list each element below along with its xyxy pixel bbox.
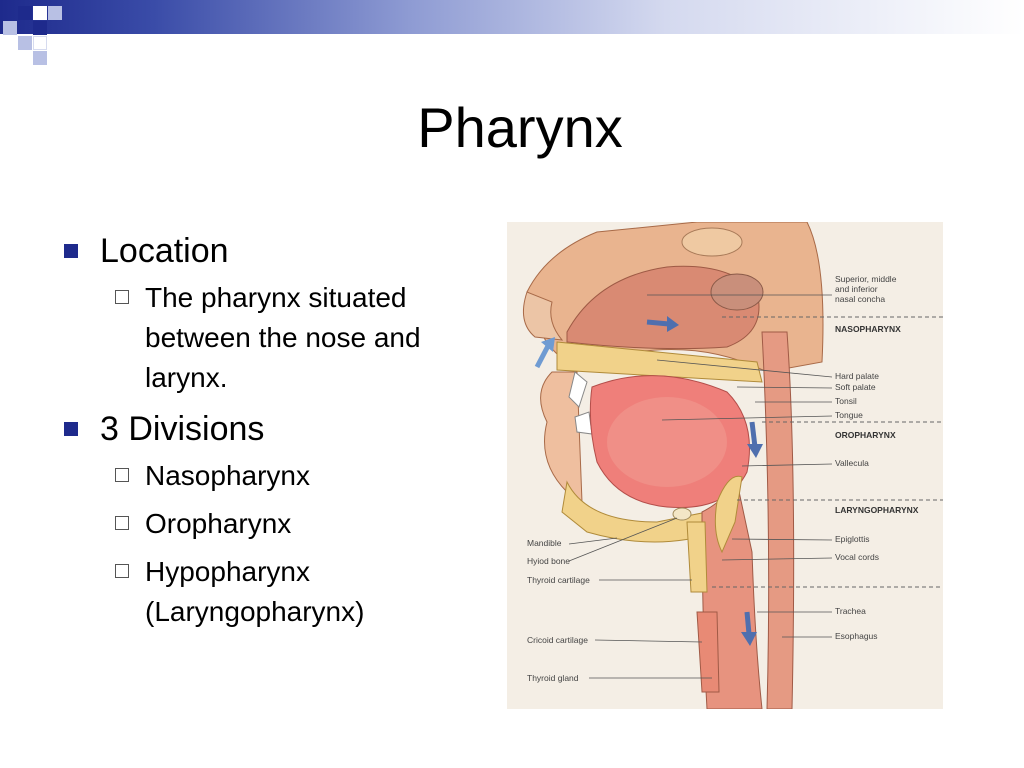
label-tonsil: Tonsil [835, 396, 857, 406]
square-bullet-icon [64, 244, 78, 258]
bullet-divisions [62, 408, 502, 450]
decoration-square [18, 36, 32, 50]
label-concha-line2: and inferior [835, 284, 878, 294]
hollow-square-bullet-icon [115, 468, 129, 482]
slide-title: Pharynx [417, 96, 623, 159]
bullet-text: Location [100, 232, 229, 270]
decoration-square [33, 51, 47, 65]
hollow-square-bullet-icon [115, 516, 129, 530]
square-bullet-icon [64, 422, 78, 436]
pharynx-anatomy-illustration [507, 222, 943, 709]
label-soft-palate: Soft palate [835, 382, 876, 392]
sub-bullet-nasopharynx [115, 456, 502, 496]
label-hyoid-bone: Hyiod bone [527, 556, 571, 566]
header-decoration-bar [0, 0, 1024, 34]
label-concha-line3: nasal concha [835, 294, 886, 304]
decoration-square [48, 6, 62, 20]
sub-bullet-oropharynx [115, 504, 502, 544]
label-oropharynx: OROPHARYNX [835, 430, 896, 440]
hollow-square-bullet-icon [115, 564, 129, 578]
label-concha-line1: Superior, middle [835, 274, 897, 284]
label-epiglottis: Epiglottis [835, 534, 870, 544]
decoration-square [18, 6, 32, 20]
bullet-list [62, 230, 502, 642]
sub-bullet-text: The pharynx situated between the nose and larynx. [145, 282, 421, 393]
sub-bullet-text: Hypopharynx (Laryngopharynx) [145, 556, 365, 627]
label-nasopharynx: NASOPHARYNX [835, 324, 901, 334]
label-cricoid-cartilage: Cricoid cartilage [527, 635, 588, 645]
label-hard-palate: Hard palate [835, 371, 879, 381]
decoration-square [33, 21, 47, 35]
decoration-square [33, 36, 47, 50]
hollow-square-bullet-icon [115, 290, 129, 304]
label-mandible: Mandible [527, 538, 562, 548]
label-thyroid-cartilage: Thyroid cartilage [527, 575, 590, 585]
anatomy-drawing [507, 222, 943, 709]
bullet-text: 3 Divisions [100, 410, 265, 448]
decoration-square [33, 6, 47, 20]
label-laryngopharynx: LARYNGOPHARYNX [835, 505, 919, 515]
label-esophagus: Esophagus [835, 631, 878, 641]
label-vocal-cords: Vocal cords [835, 552, 879, 562]
sub-bullet-location-description [115, 278, 502, 398]
sub-bullet-text: Nasopharynx [145, 460, 310, 491]
sub-bullet-hypopharynx [115, 552, 502, 632]
bullet-location [62, 230, 502, 272]
decoration-square [3, 21, 17, 35]
label-thyroid-gland: Thyroid gland [527, 673, 579, 683]
label-vallecula: Vallecula [835, 458, 869, 468]
sub-bullet-text: Oropharynx [145, 508, 292, 539]
label-trachea: Trachea [835, 606, 866, 616]
label-tongue: Tongue [835, 410, 863, 420]
